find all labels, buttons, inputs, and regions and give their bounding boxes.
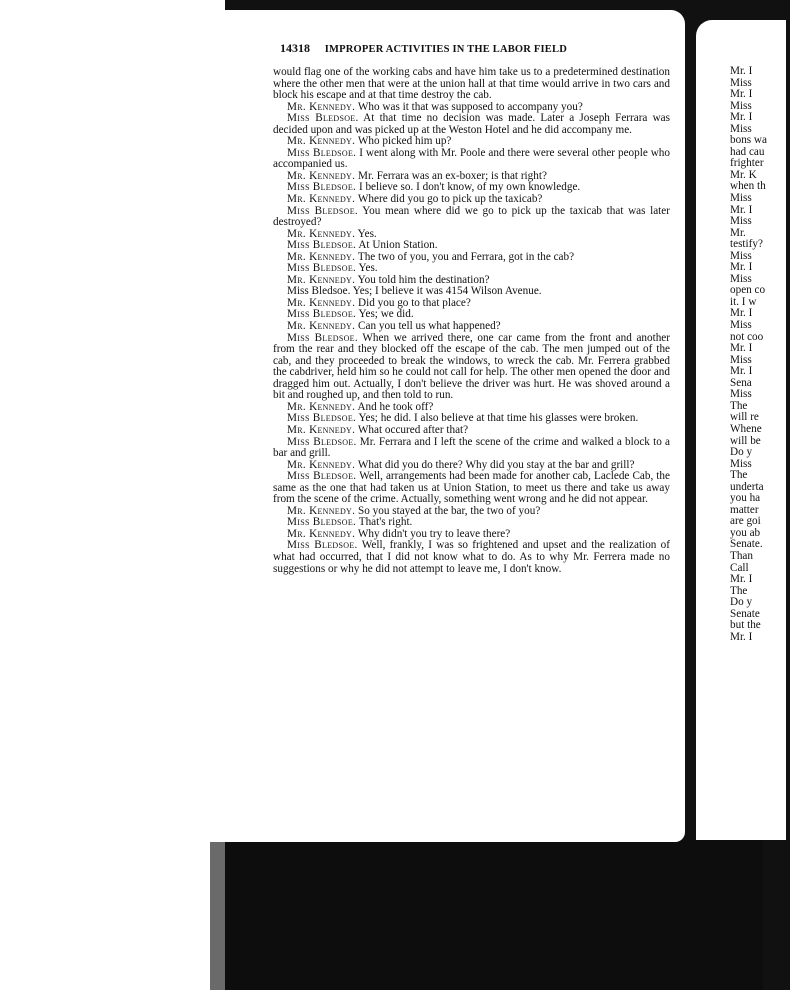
- speaker-name: Miss Bledsoe.: [287, 539, 358, 552]
- facing-page-line: Mr. I: [730, 573, 753, 586]
- facing-page-line: Sena: [730, 376, 752, 389]
- facing-page-line: Mr. I: [730, 203, 753, 216]
- speaker-name: Miss Bledsoe.: [287, 239, 357, 252]
- speaker-name: Miss Bledsoe.: [287, 308, 357, 321]
- speaker-name: Miss Bledsoe.: [287, 331, 358, 344]
- statement-text: At that time no decision was made. Later a Joseph Ferrara was decided upon and was picked up at the Weston Hotel and he did accompany me.: [273, 112, 671, 136]
- facing-page-line: Miss: [730, 388, 752, 401]
- facing-page-line: not coo: [730, 330, 764, 343]
- facing-page-line: Mr. I: [730, 630, 753, 643]
- statement-text: Who was it that was supposed to accompany you?: [357, 100, 583, 113]
- facing-page-line: you ha: [730, 492, 761, 505]
- speaker-name: Mr. Kennedy.: [287, 135, 356, 148]
- facing-page-line: Miss: [730, 319, 752, 332]
- facing-page-line: Miss: [730, 353, 752, 366]
- facing-page-line: open co: [730, 284, 766, 297]
- facing-page-line: Miss: [730, 272, 752, 285]
- facing-page-line: Mr. I: [730, 365, 753, 378]
- facing-page-line: bons wa: [730, 134, 767, 147]
- facing-page-line: when th: [730, 180, 766, 193]
- statement-text: Mr. Ferrara and I left the scene of the crime and walked a block to a bar and grill.: [273, 435, 670, 460]
- running-header: [280, 41, 680, 57]
- facing-page-line: but the: [730, 619, 761, 632]
- facing-page-line: will re: [730, 411, 759, 424]
- facing-page-line: Mr. I: [730, 261, 753, 274]
- transcript-paragraph: [273, 113, 670, 136]
- facing-page-line: Mr. I: [730, 65, 753, 77]
- statement-text: When we arrived there, one car came from the front and another from the rear and they blocked off the escape of the cab. The men jumped out of the cab, and they proceeded to break the windows, to wreck the cab. Mr. Ferrera grabbed the cabdriver, held him so he could not call for help. The other men opened the door and dragged him out. Actually, I don't believe the driver was hurt. He was shoved around a bit and roughed up, and then told to run.: [273, 331, 670, 402]
- facing-page-line: Miss: [730, 192, 752, 205]
- statement-text: Yes; he did. I also believe at that time his glasses were broken.: [358, 412, 639, 425]
- speaker-name: Miss Bledsoe.: [287, 516, 357, 529]
- facing-page-line: The: [730, 399, 748, 412]
- facing-page-line: Than: [730, 549, 753, 562]
- transcript-paragraph: [273, 540, 670, 575]
- speaker-name: Miss Bledsoe.: [287, 412, 357, 425]
- facing-page-line: Mr. I: [730, 342, 753, 355]
- transcript-paragraph: [273, 67, 670, 102]
- speaker-name: Miss Bledsoe.: [287, 204, 358, 217]
- facing-page-line: you ab: [730, 526, 761, 539]
- transcript-paragraph: [273, 437, 670, 460]
- statement-text: You told him the destination?: [357, 273, 490, 286]
- speaker-name: Mr. Kennedy.: [287, 296, 356, 309]
- facing-page-line: underta: [730, 480, 764, 493]
- speaker-name: Mr. Kennedy.: [287, 169, 356, 182]
- facing-page-line: Mr.: [730, 226, 746, 239]
- facing-page-line: are goi: [730, 515, 761, 528]
- facing-page-line: Senate: [730, 607, 760, 620]
- transcript-paragraph: [273, 333, 670, 402]
- facing-page-line: Mr. I: [730, 88, 753, 101]
- transcript-paragraph: [273, 206, 670, 229]
- statement-text: Why didn't you try to leave there?: [357, 527, 511, 540]
- speaker-name: Mr. Kennedy.: [287, 193, 356, 206]
- statement-text: That's right.: [358, 516, 413, 529]
- speaker-name: Mr. Kennedy.: [287, 504, 356, 517]
- facing-page-line: will be: [730, 434, 761, 447]
- statement-text: And he took off?: [357, 400, 434, 413]
- running-title: IMPROPER ACTIVITIES IN THE LABOR FIELD: [324, 44, 567, 55]
- statement-text: So you stayed at the bar, the two of you?: [358, 504, 541, 517]
- statement-text: I believe so. I don't know, of my own knowledge.: [358, 181, 581, 194]
- speaker-name: Miss Bledsoe.: [287, 435, 357, 448]
- statement-text: would flag one of the working cabs and have him take us to a predetermined destination where the other men that were at the union hall at that time would arrive in two cars and block his escape and at that time destroy the cab.: [273, 66, 670, 102]
- facing-page-line: Miss: [730, 249, 752, 262]
- facing-page-line: Do y: [730, 446, 753, 459]
- speaker-name: Miss Bledsoe.: [287, 146, 357, 159]
- statement-text: I went along with Mr. Poole and there were several other people who accompanied us.: [273, 146, 670, 171]
- facing-page-line: it. I w: [730, 295, 757, 308]
- statement-text: Well, frankly, I was so frightened and upset and the realization of what had occurred, that I did not know what to do. As to why Mr. Ferrera made no suggestions or why he did not attempt to leave me, I don't know.: [273, 539, 670, 575]
- transcript-body: [273, 67, 670, 575]
- speaker-name: Miss Bledsoe.: [287, 470, 357, 483]
- transcript-paragraph: [273, 471, 670, 506]
- facing-page-line: Call: [730, 561, 749, 574]
- statement-text: Yes.: [358, 262, 378, 275]
- facing-page-line: testify?: [730, 238, 763, 251]
- speaker-name: Miss Bledsoe.: [287, 285, 351, 298]
- facing-page-line: Do y: [730, 596, 753, 609]
- statement-text: You mean where did we go to pick up the taxicab that was later destroyed?: [273, 204, 670, 229]
- statement-text: Can you tell us what happened?: [358, 320, 501, 333]
- facing-page-line: Miss: [730, 215, 752, 228]
- transcript-paragraph: [273, 148, 670, 171]
- speaker-name: Miss Bledsoe.: [287, 181, 357, 194]
- statement-text: Yes; I believe it was 4154 Wilson Avenue.: [352, 285, 542, 298]
- speaker-name: Mr. Kennedy.: [287, 527, 356, 540]
- facing-page-line: Mr. I: [730, 307, 753, 320]
- facing-page-line: Miss: [730, 122, 752, 135]
- statement-text: The two of you, you and Ferrara, got in the cab?: [357, 250, 575, 263]
- statement-text: Yes.: [357, 227, 377, 240]
- facing-page-line: Miss: [730, 457, 752, 470]
- statement-text: At Union Station.: [358, 239, 438, 252]
- speaker-name: Mr. Kennedy.: [287, 423, 356, 436]
- facing-page-line: had cau: [730, 145, 765, 158]
- statement-text: What did you do there? Why did you stay at the bar and grill?: [357, 458, 635, 471]
- speaker-name: Mr. Kennedy.: [287, 458, 356, 471]
- facing-page-text: [730, 66, 790, 643]
- scan-background: [225, 840, 763, 990]
- facing-page-line: Mr. K: [730, 168, 757, 181]
- statement-text: Did you go to that place?: [358, 296, 471, 309]
- speaker-name: Mr. Kennedy.: [287, 273, 356, 286]
- facing-page-line: The: [730, 469, 748, 482]
- facing-page-line: Whene: [730, 422, 762, 435]
- speaker-name: Mr. Kennedy.: [287, 400, 356, 413]
- statement-text: Yes; we did.: [358, 308, 414, 321]
- facing-page-line: Miss: [730, 99, 752, 112]
- page-number: 14318: [280, 41, 310, 55]
- statement-text: Well, arrangements had been made for another cab, Laclede Cab, the same as the one that had taken us at Union Station, to meet us there and take us away from the scene of the crime. Actually, something went wrong and he did not appear.: [273, 470, 670, 506]
- statement-text: Mr. Ferrara was an ex-boxer; is that right?: [358, 169, 547, 182]
- speaker-name: Mr. Kennedy.: [287, 227, 356, 240]
- speaker-name: Miss Bledsoe.: [287, 262, 357, 275]
- facing-page-line: Miss: [730, 76, 752, 89]
- facing-page-line: Senate.: [730, 538, 763, 551]
- facing-page-line: Mr. I: [730, 111, 753, 124]
- speaker-name: Mr. Kennedy.: [287, 250, 356, 263]
- speaker-name: Mr. Kennedy.: [287, 320, 356, 333]
- speaker-name: Mr. Kennedy.: [287, 100, 356, 113]
- facing-page-line: The: [730, 584, 748, 597]
- statement-text: Where did you go to pick up the taxicab?: [357, 193, 543, 206]
- facing-page-line: frighter: [730, 157, 764, 170]
- speaker-name: Miss Bledsoe.: [287, 112, 359, 125]
- statement-text: What occured after that?: [357, 423, 469, 436]
- facing-page-line: matter: [730, 503, 759, 516]
- statement-text: Who picked him up?: [357, 135, 452, 148]
